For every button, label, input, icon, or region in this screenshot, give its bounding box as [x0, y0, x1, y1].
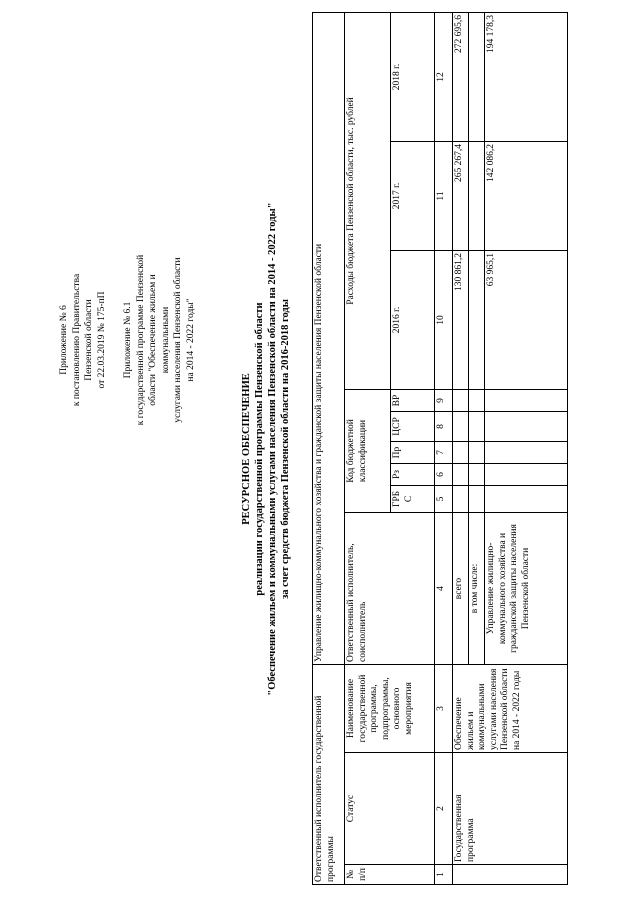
header-vr: ВР [391, 390, 435, 412]
empty-cell [469, 442, 485, 464]
empty-cell [469, 390, 485, 412]
col-num: 7 [435, 442, 453, 464]
empty-cell [469, 464, 485, 486]
sub-appendix-line: к государственной программе Пензенской [135, 254, 146, 426]
header-num: № п/п [345, 865, 435, 885]
header-responsible: Ответственный исполнитель, соисполнитель [345, 513, 435, 665]
program-name-cell: Обеспечение жильем и коммунальными услугами населения Пензенской области на 2014 - 2022 годы [453, 665, 568, 753]
resource-table [312, 12, 568, 885]
col-num: 6 [435, 464, 453, 486]
row-number [453, 865, 568, 885]
total-2018: 272 695,6 [453, 13, 469, 142]
appendix-line: к постановлению Правительства [71, 273, 82, 407]
total-2016: 130 861,2 [453, 251, 469, 390]
doc-title: РЕСУРСНОЕ ОБЕСПЕЧЕНИЕ [241, 373, 252, 525]
funding-period: за счет средств бюджета Пензенской области на 2016-2018 годы [280, 299, 291, 599]
title-block [240, 13, 292, 885]
sub-appendix-line: коммунальными [160, 306, 171, 374]
empty-cell [453, 486, 469, 513]
department-2016: 63 965,1 [485, 251, 568, 390]
header-csr: ЦСР [391, 412, 435, 442]
header-2017: 2017 г. [391, 142, 435, 251]
header-status: Статус [345, 753, 435, 865]
exec-value: Управление жилищно-коммунального хозяйства и гражданской защиты населения Пензенской области [313, 13, 345, 665]
col-num: 4 [435, 513, 453, 665]
col-num: 3 [435, 665, 453, 753]
empty-cell [469, 13, 485, 142]
column-number-row [435, 13, 453, 885]
total-label: всего [453, 513, 469, 665]
empty-cell [453, 390, 469, 412]
empty-cell [485, 412, 568, 442]
empty-cell [469, 486, 485, 513]
col-num: 11 [435, 142, 453, 251]
header-grbs: ГРБ С [391, 486, 435, 513]
sub-appendix-line: услугами населения Пензенской области [173, 257, 183, 423]
sub-appendix-line: на 2014 - 2022 годы" [185, 298, 196, 382]
empty-cell [453, 442, 469, 464]
exec-label: Ответственный исполнитель государственной программы [313, 665, 345, 885]
appendix-block [58, 235, 197, 445]
doc-subtitle: реализации государственной программы Пензенской области [254, 302, 265, 596]
header-rz: Рз [391, 464, 435, 486]
sub-appendix-line: области "Обеспечение жильем и [148, 274, 158, 406]
empty-cell [485, 486, 568, 513]
col-num: 12 [435, 13, 453, 142]
empty-cell [485, 464, 568, 486]
empty-cell [453, 464, 469, 486]
col-num: 2 [435, 753, 453, 865]
empty-cell [469, 412, 485, 442]
sub-appendix-number: Приложение № 6.1 [123, 301, 133, 379]
program-title: "Обеспечение жильем и коммунальными услугами населения Пензенской области на 2014 - 2022 годы" [267, 202, 278, 696]
empty-cell [469, 142, 485, 251]
header-code: Код бюджетной классификации [345, 390, 391, 513]
header-2016: 2016 г. [391, 251, 435, 390]
status-cell: Государственная программа [453, 753, 568, 865]
appendix-line: Пензенской области [84, 299, 94, 381]
col-num: 5 [435, 486, 453, 513]
department-2018: 194 178,3 [485, 13, 568, 142]
table-row-total [453, 13, 469, 885]
empty-cell [485, 442, 568, 464]
empty-cell [453, 412, 469, 442]
header-name: Наименование государственной программы, подпрограммы, основного мероприятия [345, 665, 435, 753]
empty-cell [485, 390, 568, 412]
appendix-number: Приложение № 6 [59, 305, 69, 375]
col-num: 9 [435, 390, 453, 412]
total-2017: 265 267,4 [453, 142, 469, 251]
including-label: в том числе: [469, 513, 485, 665]
empty-cell [469, 251, 485, 390]
department-label: Управление жилищно-коммунального хозяйства и гражданской защиты населения Пензенской области [485, 513, 568, 665]
header-expenses: Расходы бюджета Пензенской области, тыс. рублей [345, 13, 391, 390]
department-2017: 142 086,2 [485, 142, 568, 251]
table-row [345, 13, 391, 885]
header-2018: 2018 г. [391, 13, 435, 142]
appendix-date: от 22.03.2019 № 175-пП [96, 291, 107, 389]
table-row [313, 13, 345, 885]
col-num: 8 [435, 412, 453, 442]
col-num: 10 [435, 251, 453, 390]
col-num: 1 [435, 865, 453, 885]
header-pr: Пр [391, 442, 435, 464]
